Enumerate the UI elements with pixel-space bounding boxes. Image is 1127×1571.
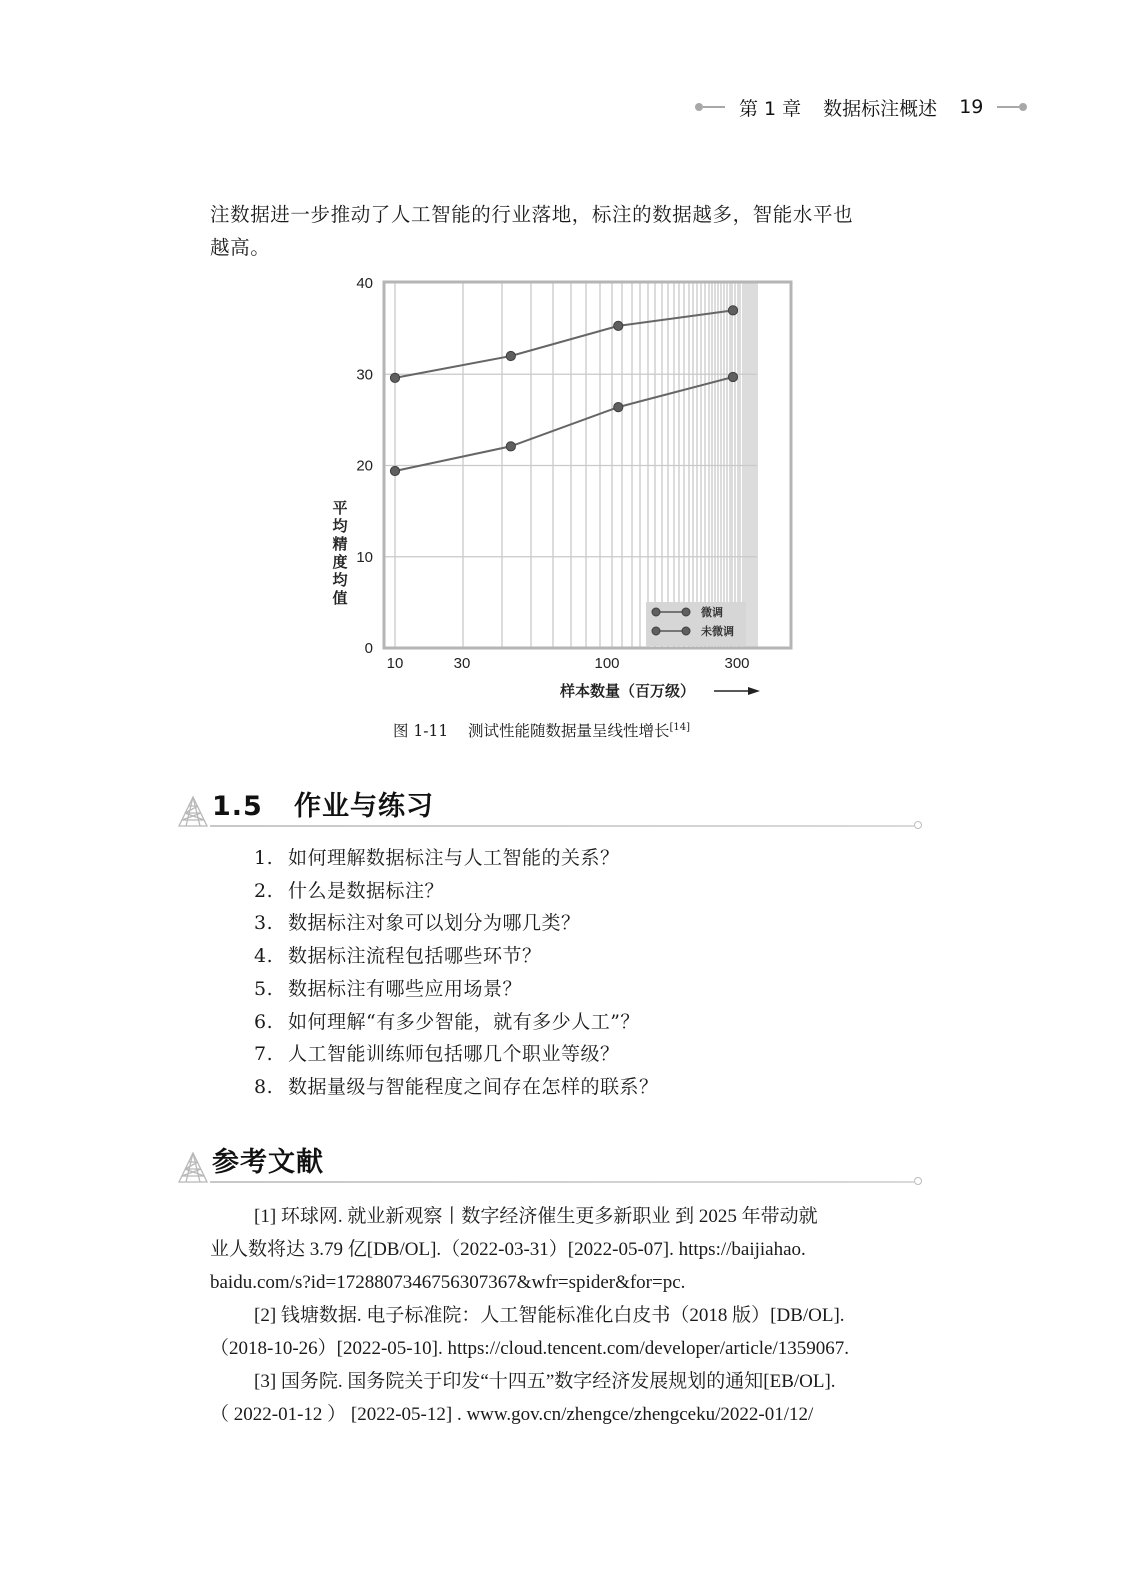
legend-marker-icon [652, 627, 660, 635]
exercise-number: 6. [254, 1010, 274, 1033]
legend-label: 未微调 [701, 625, 734, 638]
exercise-text: 数据标注对象可以划分为哪几类？ [288, 912, 581, 935]
section-number: 1.5 [212, 791, 263, 822]
exercise-list [254, 842, 659, 1104]
y-tick-label: 40 [356, 275, 373, 292]
exercise-number: 7. [254, 1043, 274, 1066]
exercise-item [254, 973, 659, 1006]
exercise-item [254, 842, 659, 875]
section-heading-references [176, 1140, 922, 1186]
chapter-title: 数据标注概述 [823, 97, 938, 120]
exercise-text: 如何理解“有多少智能，就有多少人工”？ [288, 1010, 640, 1033]
data-point [728, 306, 737, 315]
exercise-text: 数据标注有哪些应用场景？ [288, 977, 523, 1000]
chart-svg [320, 270, 800, 710]
data-point [614, 403, 623, 412]
caption-label: 图 1-11 [393, 722, 449, 740]
header-right-dot-icon [1019, 103, 1027, 111]
exercise-number: 2. [254, 879, 274, 902]
tower-icon [176, 1150, 210, 1184]
y-tick-label: 0 [364, 640, 373, 657]
y-axis-label: 平均精度均值 [332, 499, 348, 607]
y-tick-label: 10 [356, 548, 373, 566]
legend-marker-icon [652, 608, 660, 616]
data-point [614, 321, 623, 330]
reference-item [210, 1200, 918, 1299]
chapter-label: 第 1 章 [739, 97, 802, 120]
legend-marker-icon [682, 627, 690, 635]
x-tick-label: 100 [594, 655, 620, 672]
x-tick-label: 30 [453, 655, 471, 672]
section-rule [210, 1181, 914, 1183]
reference-list [210, 1200, 918, 1431]
figure-caption [393, 719, 690, 741]
y-tick-label: 30 [356, 366, 373, 384]
x-axis-arrow-icon [748, 687, 760, 695]
exercise-number: 3. [254, 912, 274, 935]
exercise-item [254, 907, 659, 940]
header-left-dot-icon [695, 103, 703, 111]
exercise-number: 1. [254, 847, 274, 869]
header-right-line-icon [997, 106, 1019, 108]
header-left-line-icon [703, 106, 725, 108]
data-point [506, 351, 515, 360]
exercise-item [254, 1006, 659, 1039]
exercise-text: 数据量级与智能程度之间存在怎样的联系？ [288, 1075, 659, 1098]
rule-end-circle-icon [914, 821, 922, 829]
x-tick-label: 10 [386, 655, 404, 672]
exercise-text: 人工智能训练师包括哪几个职业等级？ [288, 1043, 620, 1066]
reference-item [210, 1365, 918, 1431]
x-tick-label: 300 [724, 655, 750, 672]
exercise-number: 4. [254, 945, 274, 968]
figure-chart [320, 270, 800, 710]
rule-end-circle-icon [914, 1177, 922, 1185]
exercise-text: 数据标注流程包括哪些环节？ [288, 945, 542, 968]
reference-item [210, 1299, 918, 1365]
section-title-exercises [212, 784, 434, 823]
exercise-text: 什么是数据标注？ [288, 879, 445, 902]
section-title-references: 参考文献 [212, 1147, 324, 1178]
page-number: 19 [959, 96, 984, 118]
exercise-item [254, 875, 659, 908]
reference-line: （2018-10-26）[2022-05-10]. https://cloud.tencent.com/developer/article/1359067. [210, 1338, 849, 1359]
exercise-item [254, 1071, 659, 1104]
exercise-text: 如何理解数据标注与人工智能的关系？ [288, 847, 620, 869]
reference-line: [2] 钱塘数据. 电子标准院：人工智能标准化白皮书（2018 版）[DB/OL]. [254, 1305, 845, 1326]
data-point [390, 466, 399, 475]
legend-box [646, 602, 746, 646]
intro-paragraph [210, 198, 920, 264]
reference-line: [1] 环球网. 就业新观察丨数字经济催生更多新职业 到 2025 年带动就 [254, 1206, 818, 1227]
intro-line-1: 注数据进一步推动了人工智能的行业落地，标注的数据越多，智能水平也 [210, 203, 854, 226]
legend-label: 微调 [701, 606, 723, 619]
exercise-number: 8. [254, 1075, 274, 1098]
caption-citation: [14] [669, 722, 691, 733]
section-heading-exercises [176, 784, 922, 830]
reference-line: （ 2022-01-12 ） [2022-05-12] . www.gov.cn/zhengce/zhengceku/2022-01/12/ [210, 1404, 814, 1425]
section-rule [210, 825, 914, 827]
y-tick-label: 20 [356, 457, 373, 475]
x-axis-label: 样本数量（百万级） [560, 682, 696, 700]
data-point [728, 372, 737, 381]
running-header [695, 92, 1027, 122]
reference-line: 业人数将达 3.79 亿[DB/OL].（2022-03-31）[2022-05-07]. https://baijiahao. [210, 1239, 806, 1260]
exercise-item [254, 940, 659, 973]
caption-text: 测试性能随数据量呈线性增长 [467, 722, 670, 740]
intro-line-2: 越高。 [210, 236, 271, 259]
tower-icon [176, 794, 210, 828]
legend-marker-icon [682, 608, 690, 616]
exercise-item [254, 1038, 659, 1071]
reference-line: [3] 国务院. 国务院关于印发“十四五”数字经济发展规划的通知[EB/OL]. [254, 1371, 836, 1392]
section-title-text: 作业与练习 [294, 791, 435, 822]
exercise-number: 5. [254, 977, 274, 1000]
reference-line: baidu.com/s?id=1728807346756307367&wfr=spider&for=pc. [210, 1272, 686, 1293]
data-point [390, 373, 399, 382]
data-point [506, 442, 515, 451]
